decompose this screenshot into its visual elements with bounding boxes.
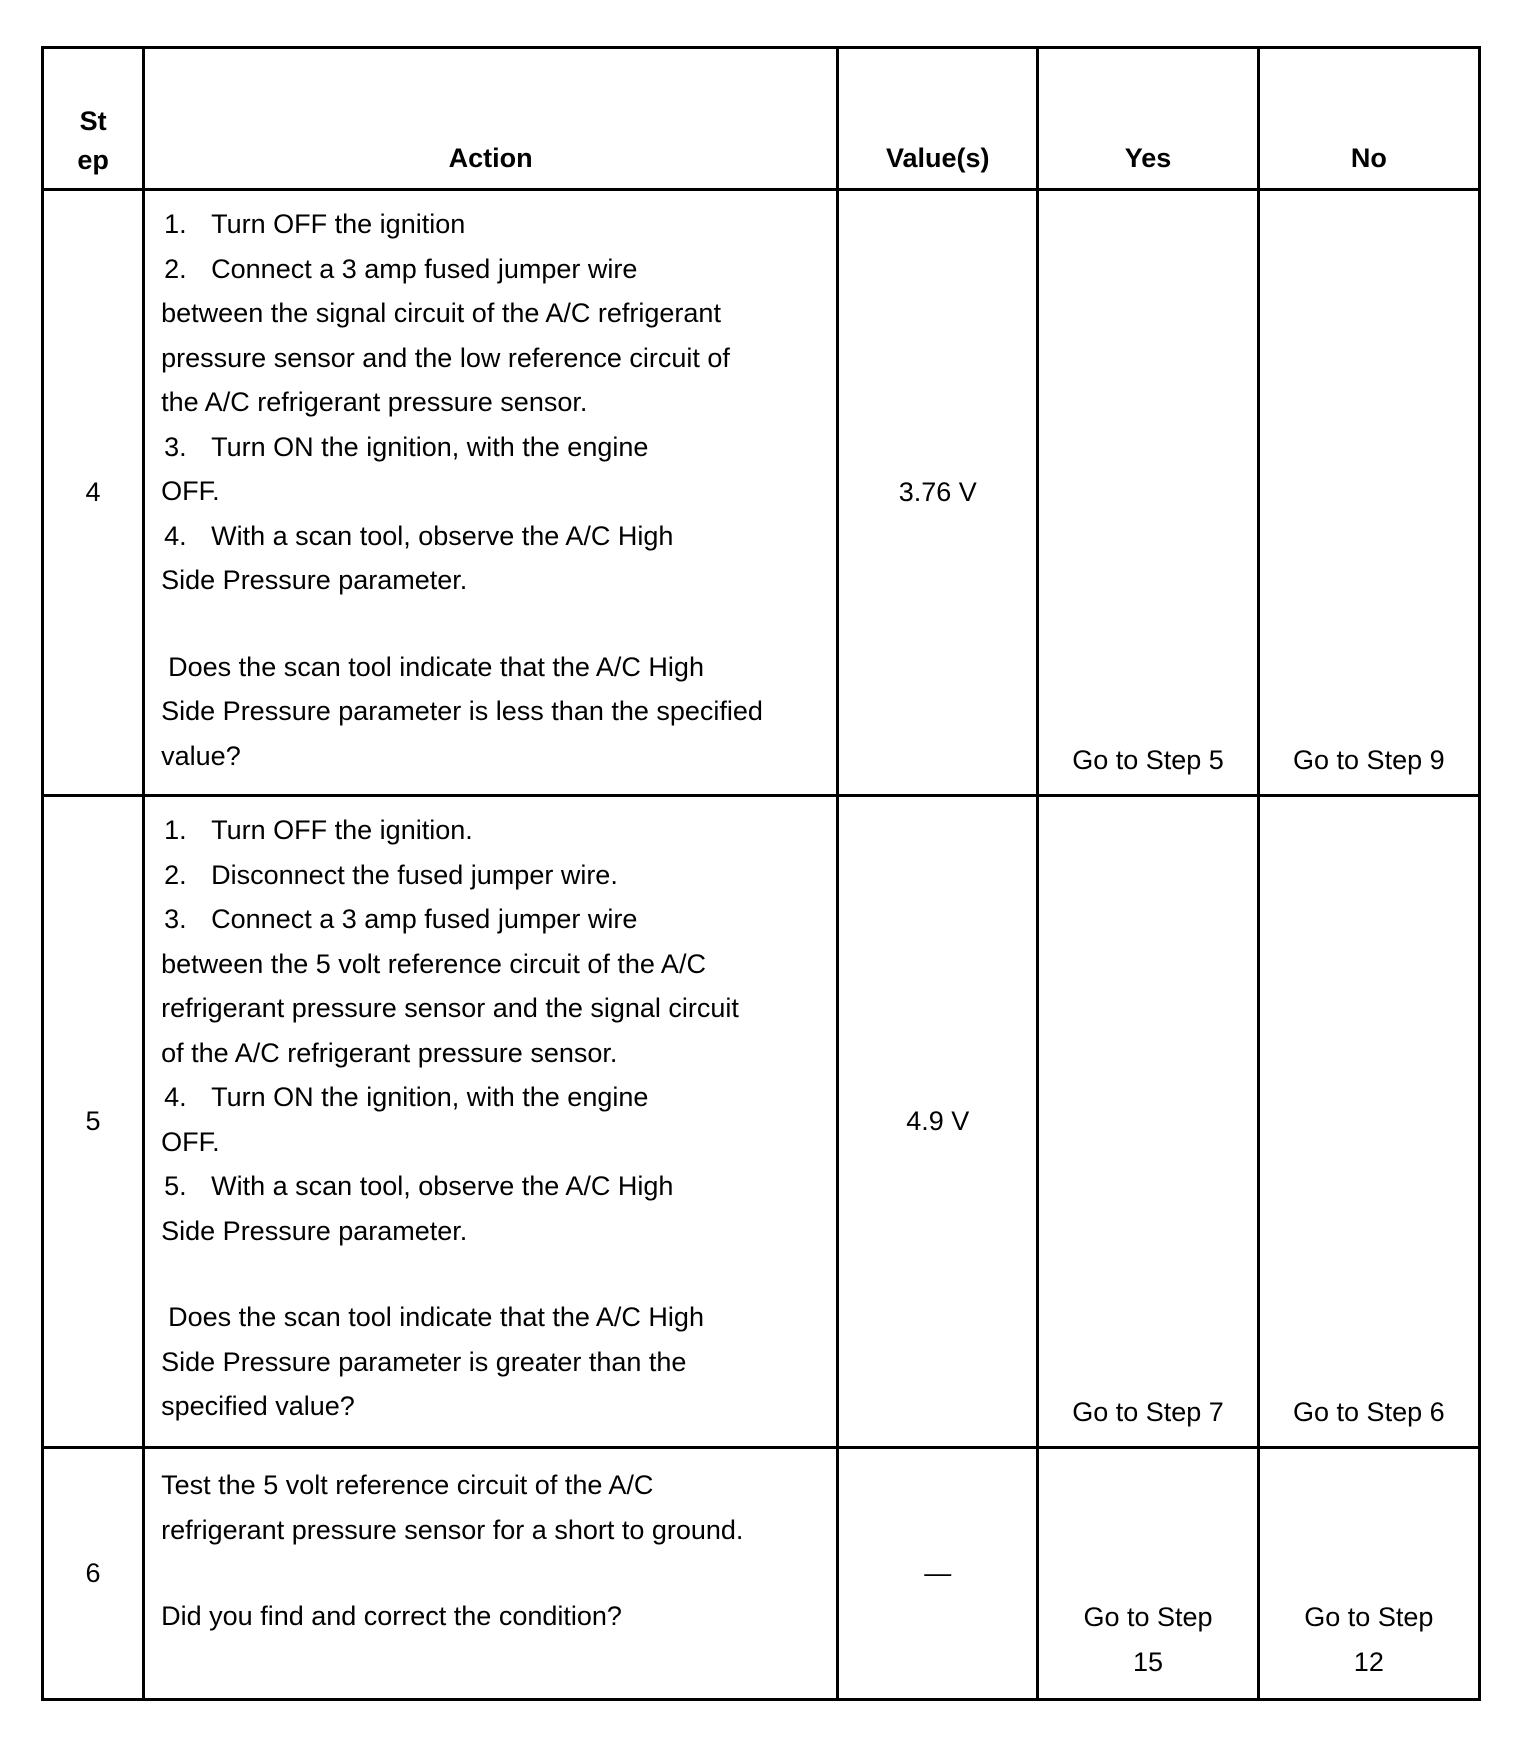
step-number: 5 xyxy=(43,796,144,1448)
diagnostic-table xyxy=(41,46,1481,1701)
yes-cell xyxy=(1038,1448,1258,1700)
instruction-text: pressure sensor and the low reference circuit of xyxy=(161,342,730,373)
yes-line1: Go to Step xyxy=(1083,1602,1213,1632)
no-cell: Go to Step 6 xyxy=(1258,796,1479,1448)
question-text: Did you find and correct the condition? xyxy=(161,1601,622,1631)
no-line2: 12 xyxy=(1353,1646,1384,1677)
instruction-number: 3. xyxy=(164,904,187,934)
instruction-text: With a scan tool, observe the A/C High xyxy=(211,1171,674,1201)
question-text: Side Pressure parameter is greater than the xyxy=(161,1346,687,1377)
instruction-text: Turn ON the ignition, with the engine xyxy=(211,431,649,462)
instruction-text: OFF. xyxy=(161,1126,220,1157)
step-number: 4 xyxy=(43,190,144,796)
instruction-text: With a scan tool, observe the A/C High xyxy=(211,520,674,551)
header-step-line2: ep xyxy=(77,145,109,175)
yes-line2: 15 xyxy=(1132,1646,1164,1677)
value-cell: 4.9 V xyxy=(838,796,1038,1448)
table-row xyxy=(43,796,1480,1448)
instruction-number: 1. xyxy=(164,209,187,239)
value-cell: 3.76 V xyxy=(838,190,1038,796)
header-action: Action xyxy=(144,48,838,190)
question-text: value? xyxy=(161,740,241,771)
value-cell: — xyxy=(838,1448,1038,1700)
yes-cell: Go to Step 5 xyxy=(1038,190,1258,796)
instruction-text: Disconnect the fused jumper wire. xyxy=(211,859,618,890)
yes-cell: Go to Step 7 xyxy=(1038,796,1258,1448)
no-cell: Go to Step 9 xyxy=(1258,190,1479,796)
action-cell xyxy=(144,1448,838,1700)
question-text: Side Pressure parameter is less than the specified xyxy=(161,696,763,726)
instruction-text: the A/C refrigerant pressure sensor. xyxy=(161,387,588,417)
instruction-text: refrigerant pressure sensor for a short to ground. xyxy=(161,1514,744,1545)
instruction-number: 1. xyxy=(164,815,187,845)
action-cell xyxy=(144,190,838,796)
step-number: 6 xyxy=(43,1448,144,1700)
instruction-text: between the 5 volt reference circuit of the A/C xyxy=(161,948,706,979)
no-cell xyxy=(1258,1448,1479,1700)
instruction-text: OFF. xyxy=(161,476,220,506)
no-line1: Go to Step xyxy=(1304,1602,1434,1632)
instruction-text: Turn ON the ignition, with the engine xyxy=(211,1082,649,1112)
instruction-text: Turn OFF the ignition xyxy=(211,209,466,239)
header-step xyxy=(43,48,144,190)
table-row xyxy=(43,190,1480,796)
table-row xyxy=(43,1448,1480,1700)
instruction-text: Side Pressure parameter. xyxy=(161,1215,468,1246)
header-row xyxy=(43,48,1480,190)
instruction-text: Connect a 3 amp fused jumper wire xyxy=(211,904,638,934)
action-cell xyxy=(144,796,838,1448)
question-text: Does the scan tool indicate that the A/C High xyxy=(168,651,704,682)
instruction-number: 2. xyxy=(164,859,187,890)
header-values: Value(s) xyxy=(838,48,1038,190)
question-text: specified value? xyxy=(161,1391,355,1421)
instruction-text: Connect a 3 amp fused jumper wire xyxy=(211,253,638,284)
instruction-text: Turn OFF the ignition. xyxy=(211,815,473,845)
instruction-number: 3. xyxy=(164,431,187,462)
instruction-text: between the signal circuit of the A/C refrigerant xyxy=(161,298,721,328)
instruction-text: refrigerant pressure sensor and the signal circuit xyxy=(161,993,739,1023)
instruction-text: Test the 5 volt reference circuit of the A/C xyxy=(161,1470,654,1500)
instruction-number: 4. xyxy=(164,1082,187,1112)
instruction-number: 4. xyxy=(164,520,187,551)
instruction-text: of the A/C refrigerant pressure sensor. xyxy=(161,1037,618,1068)
instruction-number: 2. xyxy=(164,253,187,284)
header-no: No xyxy=(1258,48,1479,190)
header-step-line1: St xyxy=(79,106,107,136)
instruction-text: Side Pressure parameter. xyxy=(161,565,468,595)
instruction-number: 5. xyxy=(164,1171,187,1201)
header-yes: Yes xyxy=(1038,48,1258,190)
question-text: Does the scan tool indicate that the A/C High xyxy=(168,1302,704,1332)
